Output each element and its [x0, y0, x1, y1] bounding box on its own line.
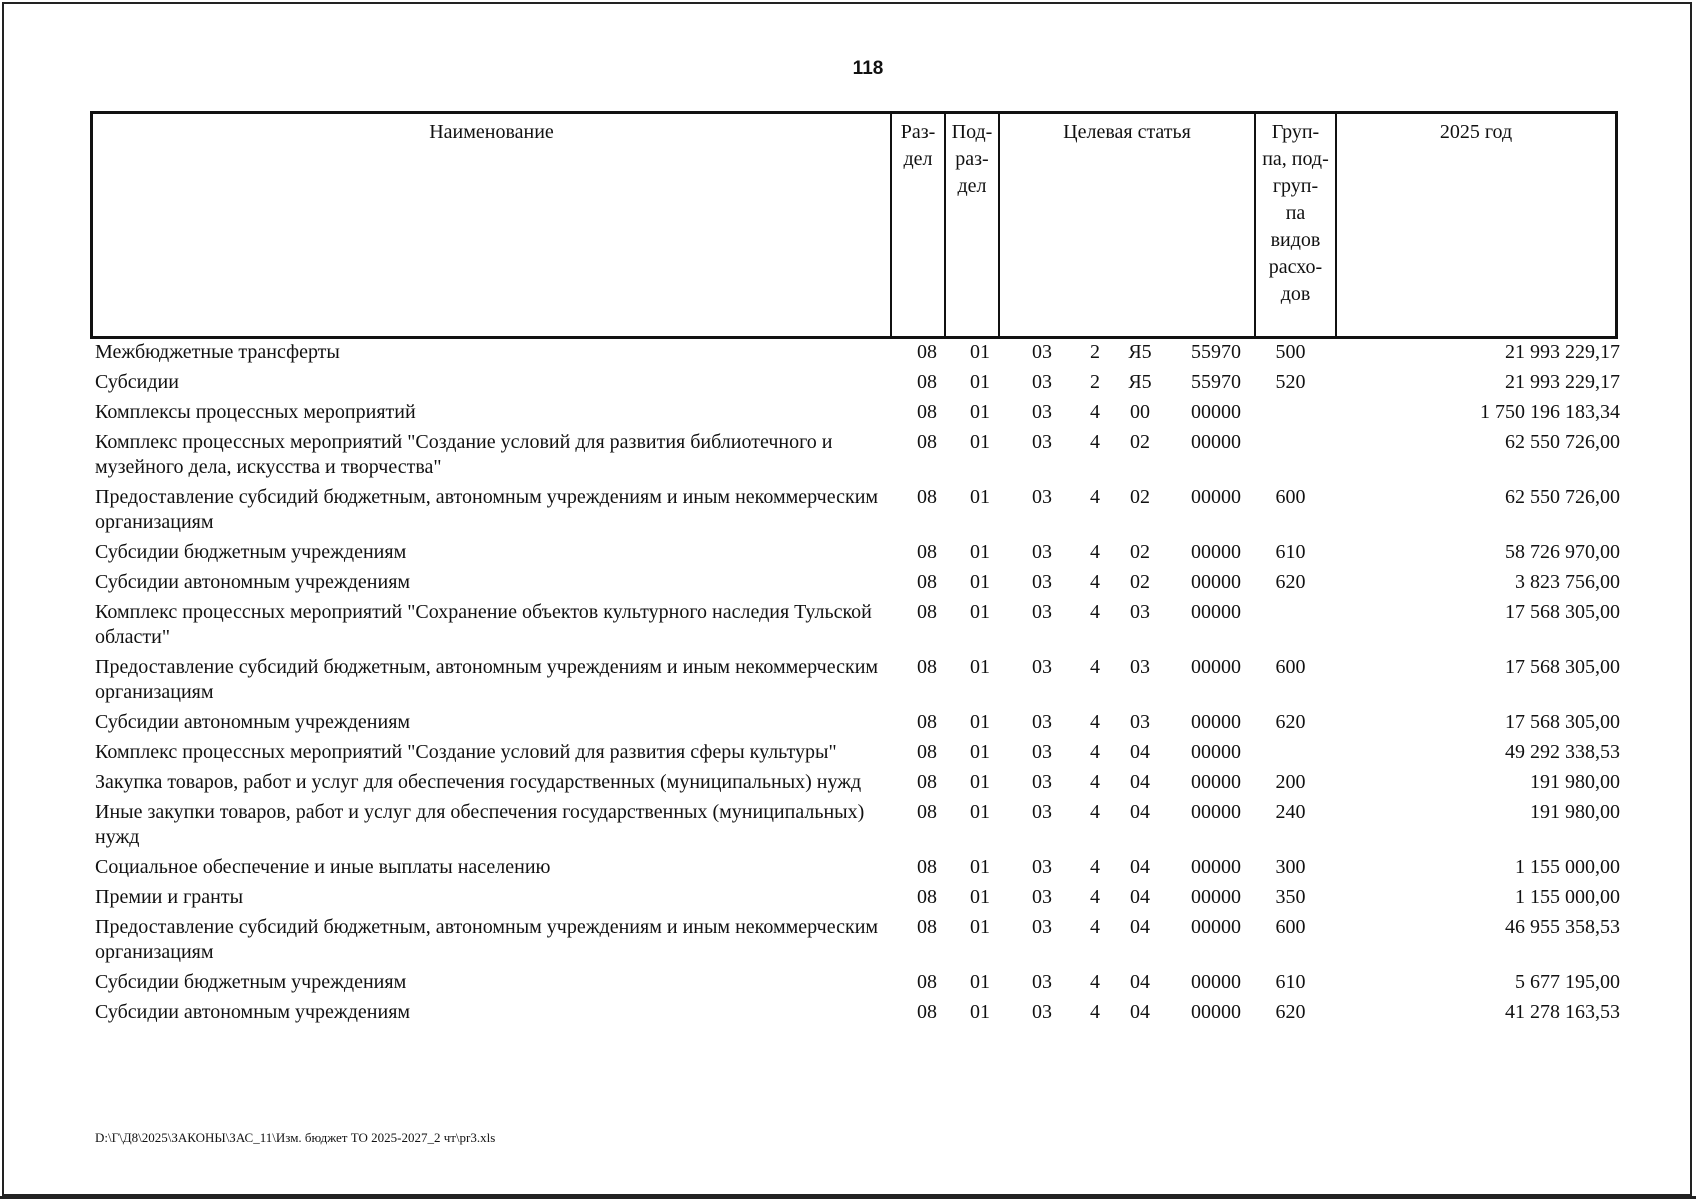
row-name: Предоставление субсидий бюджетным, автономным учреждениям и иным некоммерческим организациям — [95, 486, 879, 533]
target-type-cell: 4 — [1090, 656, 1100, 678]
expense-group-cell: 610 — [1275, 541, 1306, 563]
target-type-cell: 4 — [1090, 916, 1100, 938]
target-type-cell: 4 — [1090, 541, 1100, 563]
target-type-cell: 2 — [1090, 371, 1100, 393]
amount-cell: 41 278 163,53 — [1505, 1001, 1620, 1023]
expense-group-cell: 240 — [1275, 801, 1306, 823]
target-program-cell: 03 — [1032, 656, 1052, 678]
target-direction-cell: 04 — [1130, 771, 1150, 793]
target-direction-cell: 04 — [1130, 801, 1150, 823]
expense-group-cell: 620 — [1275, 711, 1306, 733]
table-row — [95, 738, 1620, 768]
amount-cell: 58 726 970,00 — [1505, 541, 1620, 563]
target-direction-cell: 02 — [1130, 541, 1150, 563]
table-row — [95, 338, 1620, 368]
target-direction-cell: 04 — [1130, 971, 1150, 993]
razdel-cell: 08 — [917, 916, 937, 938]
razdel-cell: 08 — [917, 486, 937, 508]
row-name: Межбюджетные трансферты — [95, 341, 340, 363]
podrazdel-cell: 01 — [970, 886, 990, 908]
target-direction-cell: 04 — [1130, 886, 1150, 908]
podrazdel-cell: 01 — [970, 971, 990, 993]
table-row — [95, 368, 1620, 398]
podrazdel-cell: 01 — [970, 656, 990, 678]
expense-group-cell: 520 — [1275, 371, 1306, 393]
amount-cell: 3 823 756,00 — [1515, 571, 1620, 593]
row-name: Закупка товаров, работ и услуг для обеспечения государственных (муниципальных) нужд — [95, 771, 862, 793]
target-code-cell: 00000 — [1191, 431, 1241, 453]
header-podrazdel — [944, 114, 998, 336]
row-name: Субсидии бюджетным учреждениям — [95, 971, 407, 993]
amount-cell: 17 568 305,00 — [1505, 656, 1620, 678]
table-row — [95, 483, 1620, 538]
expense-group-cell: 600 — [1275, 486, 1306, 508]
target-code-cell: 00000 — [1191, 971, 1241, 993]
razdel-cell: 08 — [917, 801, 937, 823]
table-body — [95, 338, 1620, 1028]
target-code-cell: 55970 — [1191, 371, 1241, 393]
target-direction-cell: 02 — [1130, 431, 1150, 453]
podrazdel-cell: 01 — [970, 401, 990, 423]
expense-group-cell: 200 — [1275, 771, 1306, 793]
podrazdel-cell: 01 — [970, 741, 990, 763]
razdel-cell: 08 — [917, 341, 937, 363]
target-code-cell: 00000 — [1191, 741, 1241, 763]
expense-group-cell: 600 — [1275, 656, 1306, 678]
table-row — [95, 913, 1620, 968]
amount-cell: 46 955 358,53 — [1505, 916, 1620, 938]
header-group — [1254, 114, 1335, 336]
target-direction-cell: 02 — [1130, 571, 1150, 593]
target-code-cell: 00000 — [1191, 856, 1241, 878]
razdel-cell: 08 — [917, 971, 937, 993]
podrazdel-cell: 01 — [970, 916, 990, 938]
table-row — [95, 968, 1620, 998]
header-year: 2025 год — [1335, 114, 1615, 336]
table-row — [95, 853, 1620, 883]
table-row — [95, 538, 1620, 568]
row-name: Комплекс процессных мероприятий "Создание условий для развития сферы культуры" — [95, 741, 837, 763]
target-type-cell: 4 — [1090, 431, 1100, 453]
target-code-cell: 00000 — [1191, 801, 1241, 823]
razdel-cell: 08 — [917, 431, 937, 453]
expense-group-cell: 350 — [1275, 886, 1306, 908]
target-direction-cell: 04 — [1130, 1001, 1150, 1023]
target-direction-cell: Я5 — [1128, 341, 1152, 363]
target-code-cell: 00000 — [1191, 771, 1241, 793]
expense-group-cell: 620 — [1275, 571, 1306, 593]
podrazdel-cell: 01 — [970, 771, 990, 793]
podrazdel-cell: 01 — [970, 341, 990, 363]
page-number: 118 — [852, 58, 884, 79]
razdel-cell: 08 — [917, 401, 937, 423]
table-header — [90, 111, 1618, 339]
target-type-cell: 4 — [1090, 601, 1100, 623]
target-direction-cell: 03 — [1130, 711, 1150, 733]
row-name: Комплексы процессных мероприятий — [95, 401, 416, 423]
razdel-cell: 08 — [917, 656, 937, 678]
table-row — [95, 998, 1620, 1028]
target-program-cell: 03 — [1032, 541, 1052, 563]
amount-cell: 191 980,00 — [1530, 801, 1620, 823]
target-program-cell: 03 — [1032, 341, 1052, 363]
razdel-cell: 08 — [917, 741, 937, 763]
expense-group-cell: 620 — [1275, 1001, 1306, 1023]
target-code-cell: 00000 — [1191, 916, 1241, 938]
header-razdel-text: Раз- дел — [900, 121, 936, 170]
target-program-cell: 03 — [1032, 401, 1052, 423]
target-code-cell: 00000 — [1191, 886, 1241, 908]
target-program-cell: 03 — [1032, 486, 1052, 508]
podrazdel-cell: 01 — [970, 541, 990, 563]
podrazdel-cell: 01 — [970, 711, 990, 733]
razdel-cell: 08 — [917, 856, 937, 878]
podrazdel-cell: 01 — [970, 856, 990, 878]
row-name: Предоставление субсидий бюджетным, автономным учреждениям и иным некоммерческим организациям — [95, 916, 879, 963]
razdel-cell: 08 — [917, 371, 937, 393]
row-name: Субсидии — [95, 371, 179, 393]
target-type-cell: 4 — [1090, 801, 1100, 823]
target-type-cell: 4 — [1090, 401, 1100, 423]
expense-group-cell: 600 — [1275, 916, 1306, 938]
target-code-cell: 00000 — [1191, 601, 1241, 623]
row-name: Комплекс процессных мероприятий "Создание условий для развития библиотечного и музейного дела, искусства и творчества" — [95, 431, 833, 478]
target-direction-cell: Я5 — [1128, 371, 1152, 393]
target-direction-cell: 04 — [1130, 741, 1150, 763]
amount-cell: 62 550 726,00 — [1505, 486, 1620, 508]
header-razdel — [890, 114, 944, 336]
target-code-cell: 00000 — [1191, 571, 1241, 593]
target-code-cell: 00000 — [1191, 541, 1241, 563]
target-code-cell: 55970 — [1191, 341, 1241, 363]
target-code-cell: 00000 — [1191, 711, 1241, 733]
target-program-cell: 03 — [1032, 601, 1052, 623]
target-program-cell: 03 — [1032, 771, 1052, 793]
amount-cell: 1 155 000,00 — [1515, 886, 1620, 908]
target-direction-cell: 04 — [1130, 856, 1150, 878]
razdel-cell: 08 — [917, 541, 937, 563]
target-program-cell: 03 — [1032, 886, 1052, 908]
file-path-footer: D:\Г\Д8\2025\ЗАКОНЫ\ЗАС_11\Изм. бюджет ТО 2025-2027_2 чт\pr3.xls — [95, 1130, 496, 1145]
target-code-cell: 00000 — [1191, 486, 1241, 508]
expense-group-cell: 300 — [1275, 856, 1306, 878]
header-podrazdel-text: Под- раз- дел — [951, 121, 993, 197]
amount-cell: 5 677 195,00 — [1515, 971, 1620, 993]
page-frame-bottom — [0, 1196, 1696, 1199]
row-name: Премии и гранты — [95, 886, 244, 908]
amount-cell: 1 155 000,00 — [1515, 856, 1620, 878]
target-type-cell: 4 — [1090, 741, 1100, 763]
target-code-cell: 00000 — [1191, 656, 1241, 678]
razdel-cell: 08 — [917, 1001, 937, 1023]
target-program-cell: 03 — [1032, 711, 1052, 733]
row-name: Субсидии бюджетным учреждениям — [95, 541, 407, 563]
target-program-cell: 03 — [1032, 1001, 1052, 1023]
target-type-cell: 4 — [1090, 971, 1100, 993]
row-name: Предоставление субсидий бюджетным, автономным учреждениям и иным некоммерческим организациям — [95, 656, 879, 703]
target-program-cell: 03 — [1032, 431, 1052, 453]
target-type-cell: 4 — [1090, 1001, 1100, 1023]
target-program-cell: 03 — [1032, 971, 1052, 993]
target-program-cell: 03 — [1032, 856, 1052, 878]
target-direction-cell: 04 — [1130, 916, 1150, 938]
expense-group-cell: 500 — [1275, 341, 1306, 363]
row-name: Субсидии автономным учреждениям — [95, 711, 411, 733]
amount-cell: 17 568 305,00 — [1505, 711, 1620, 733]
amount-cell: 191 980,00 — [1530, 771, 1620, 793]
amount-cell: 21 993 229,17 — [1505, 341, 1620, 363]
target-program-cell: 03 — [1032, 741, 1052, 763]
amount-cell: 21 993 229,17 — [1505, 371, 1620, 393]
row-name: Субсидии автономным учреждениям — [95, 1001, 411, 1023]
header-name: Наименование — [429, 121, 554, 143]
target-program-cell: 03 — [1032, 801, 1052, 823]
target-code-cell: 00000 — [1191, 401, 1241, 423]
podrazdel-cell: 01 — [970, 801, 990, 823]
razdel-cell: 08 — [917, 601, 937, 623]
table-row — [95, 708, 1620, 738]
target-type-cell: 4 — [1090, 856, 1100, 878]
razdel-cell: 08 — [917, 571, 937, 593]
table-row — [95, 883, 1620, 913]
razdel-cell: 08 — [917, 771, 937, 793]
target-type-cell: 4 — [1090, 886, 1100, 908]
table-row — [95, 428, 1620, 483]
podrazdel-cell: 01 — [970, 431, 990, 453]
expense-group-cell: 610 — [1275, 971, 1306, 993]
podrazdel-cell: 01 — [970, 371, 990, 393]
target-program-cell: 03 — [1032, 916, 1052, 938]
target-direction-cell: 03 — [1130, 656, 1150, 678]
row-name: Субсидии автономным учреждениям — [95, 571, 411, 593]
podrazdel-cell: 01 — [970, 486, 990, 508]
table-row — [95, 798, 1620, 853]
target-direction-cell: 03 — [1130, 601, 1150, 623]
table-row — [95, 598, 1620, 653]
target-program-cell: 03 — [1032, 371, 1052, 393]
target-type-cell: 4 — [1090, 486, 1100, 508]
table-row — [95, 653, 1620, 708]
target-type-cell: 4 — [1090, 771, 1100, 793]
row-name: Социальное обеспечение и иные выплаты населению — [95, 856, 551, 878]
row-name: Иные закупки товаров, работ и услуг для обеспечения государственных (муниципальных) нужд — [95, 801, 865, 848]
amount-cell: 1 750 196 183,34 — [1480, 401, 1620, 423]
razdel-cell: 08 — [917, 886, 937, 908]
razdel-cell: 08 — [917, 711, 937, 733]
target-type-cell: 2 — [1090, 341, 1100, 363]
target-program-cell: 03 — [1032, 571, 1052, 593]
header-target: Целевая статья — [998, 114, 1254, 336]
target-direction-cell: 00 — [1130, 401, 1150, 423]
podrazdel-cell: 01 — [970, 601, 990, 623]
amount-cell: 62 550 726,00 — [1505, 431, 1620, 453]
row-name: Комплекс процессных мероприятий "Сохранение объектов культурного наследия Тульской области" — [95, 601, 872, 648]
table-row — [95, 768, 1620, 798]
target-code-cell: 00000 — [1191, 1001, 1241, 1023]
target-type-cell: 4 — [1090, 571, 1100, 593]
amount-cell: 49 292 338,53 — [1505, 741, 1620, 763]
podrazdel-cell: 01 — [970, 571, 990, 593]
amount-cell: 17 568 305,00 — [1505, 601, 1620, 623]
target-type-cell: 4 — [1090, 711, 1100, 733]
target-direction-cell: 02 — [1130, 486, 1150, 508]
header-group-text: Груп- па, под- груп- па видов расхо- дов — [1262, 121, 1329, 305]
podrazdel-cell: 01 — [970, 1001, 990, 1023]
table-row — [95, 398, 1620, 428]
table-row — [95, 568, 1620, 598]
